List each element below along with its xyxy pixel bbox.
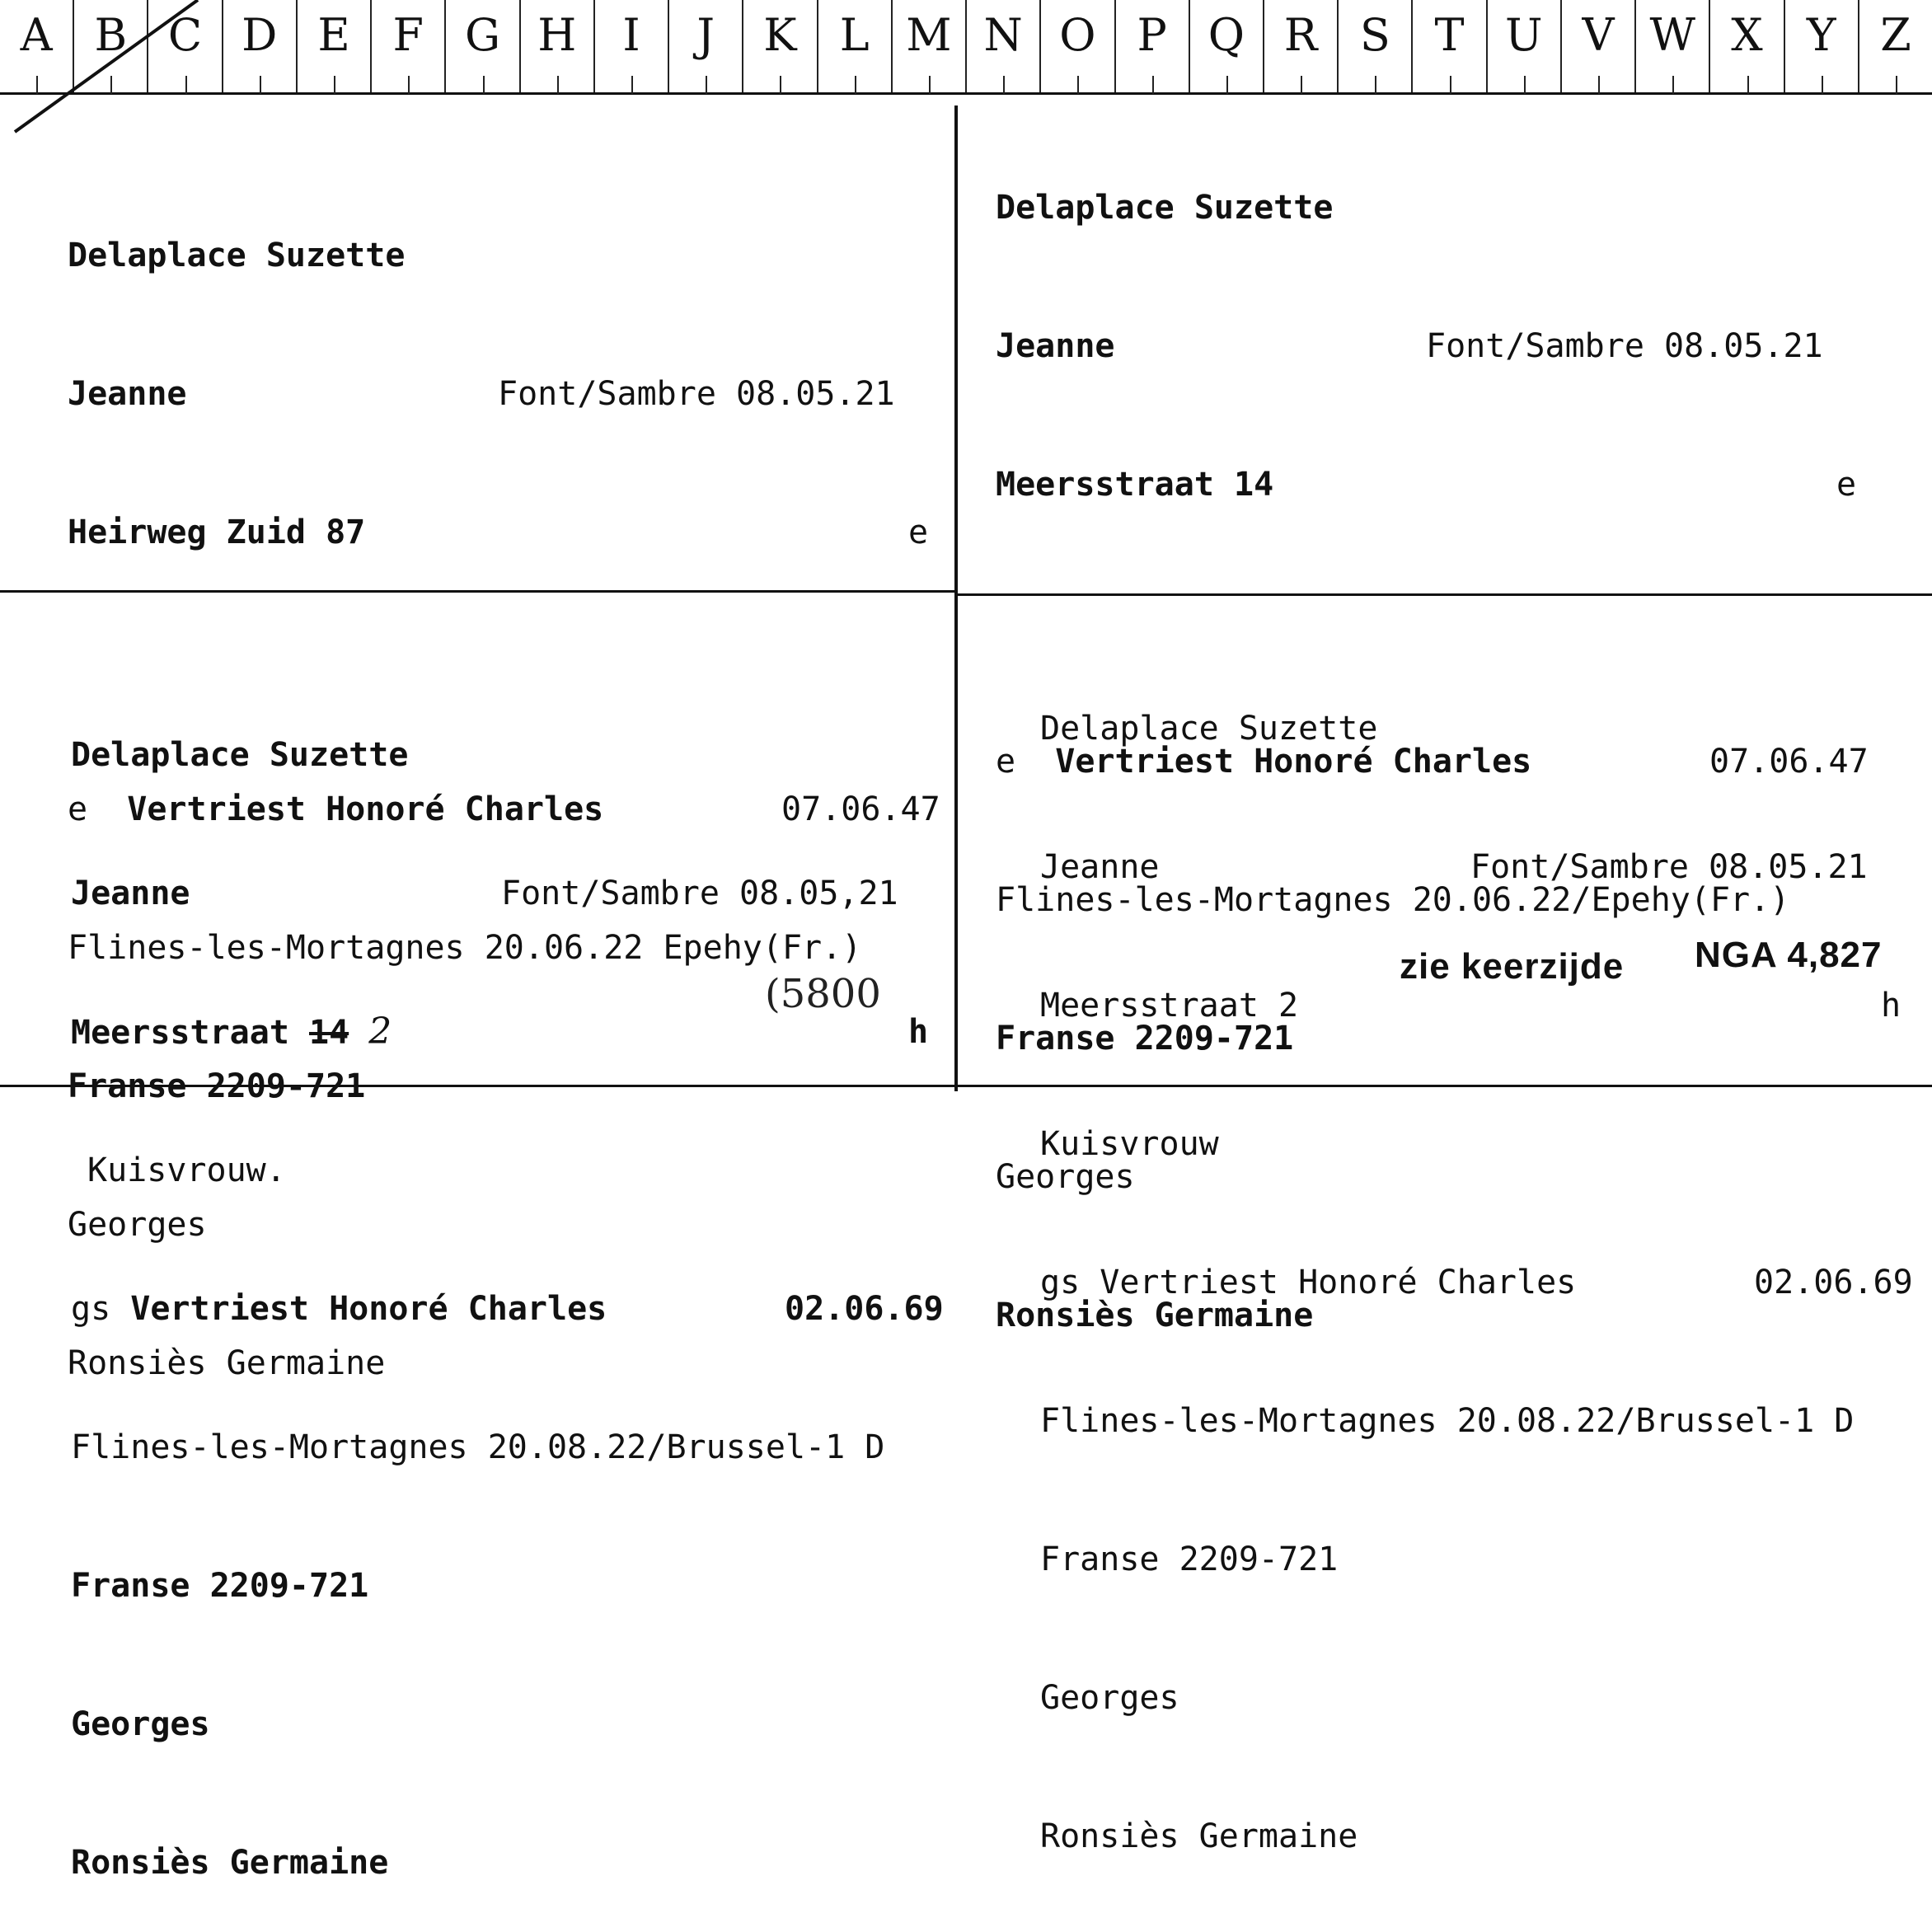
alphabet-letter-e: E (298, 0, 372, 92)
card-nationality: Franse 2209-721 (996, 1020, 1294, 1057)
alphabet-letter-r: R (1264, 0, 1339, 92)
card-father: Georges (71, 1705, 210, 1743)
card-divider-vertical (954, 106, 958, 1091)
card-spouse-birth: Flines-les-Mortagnes 20.06.22 Epehy(Fr.) (68, 929, 862, 967)
alphabet-letter-n: N (967, 0, 1041, 92)
alphabet-letter-q: Q (1190, 0, 1264, 92)
card-address-row: Meersstraat 14 2 h (71, 1011, 929, 1053)
card-mother: Ronsiès Germaine (1040, 1817, 1358, 1855)
card-address-row: Meersstraat 2 h (1040, 987, 1902, 1025)
alphabet-letter-j: J (669, 0, 743, 92)
alphabet-letter-t: T (1413, 0, 1487, 92)
card-occupation: Kuisvrouw. (87, 1151, 286, 1189)
card-spouse-row: e Vertriest Honoré Charles 07.06.47 (68, 790, 940, 828)
card-first-name-row: Jeanne Font/Sambre 08.05,21 (71, 875, 898, 912)
alphabet-letter-k: K (743, 0, 818, 92)
stamp-reference: NGA 4,827 (1695, 935, 1883, 975)
alphabet-letter-z: Z (1859, 0, 1932, 92)
alphabet-letter-y: Y (1785, 0, 1859, 92)
alphabet-letter-w: W (1636, 0, 1710, 92)
card-father: Georges (996, 1158, 1135, 1196)
card-address-row: Heirweg Zuid 87 e (68, 513, 929, 551)
card-mother: Ronsiès Germaine (68, 1344, 386, 1382)
stamp-see-reverse: zie keerzijde (1400, 946, 1625, 987)
pencil-note: (5800 (765, 971, 881, 1017)
alphabet-letter-l: L (818, 0, 893, 92)
card-bottom-left (71, 640, 944, 1932)
alphabet-letter-d: D (223, 0, 298, 92)
alphabet-letter-g: G (446, 0, 520, 92)
index-strike-mark (0, 0, 214, 148)
card-first-name-row: Jeanne Font/Sambre 08.05.21 (68, 375, 895, 413)
handwritten-house-number: 2 (368, 1011, 392, 1053)
alphabet-letter-x: X (1710, 0, 1784, 92)
card-father: Georges (68, 1206, 207, 1244)
alphabet-letter-a: A (0, 0, 74, 92)
card-nationality: Franse 2209-721 (68, 1067, 366, 1105)
card-first-name-row: Jeanne Font/Sambre 08.05.21 (1040, 848, 1868, 886)
card-first-name-row: Jeanne Font/Sambre 08.05.21 (996, 327, 1823, 365)
card-spouse-birth: Flines-les-Mortagnes 20.08.22/Brussel-1 D (71, 1428, 885, 1466)
card-spouse-row: gs Vertriest Honoré Charles 02.06.69 (71, 1290, 944, 1328)
card-spouse-row: e Vertriest Honoré Charles 07.06.47 (996, 743, 1869, 781)
card-name: Delaplace Suzette (71, 736, 409, 774)
card-occupation: Kuisvrouw (1040, 1125, 1219, 1163)
card-name: Delaplace Suzette (1040, 710, 1378, 748)
alphabet-letter-m: M (893, 0, 967, 92)
alphabet-letter-b: B (74, 0, 148, 92)
struck-house-number: 14 (309, 1014, 349, 1052)
alphabet-letter-v: V (1562, 0, 1636, 92)
alphabet-letter-f: F (372, 0, 446, 92)
alphabet-letter-p: P (1116, 0, 1190, 92)
alphabet-letter-c: C (148, 0, 223, 92)
card-nationality: Franse 2209-721 (71, 1567, 369, 1605)
card-nationality: Franse 2209-721 (1040, 1540, 1339, 1578)
alphabet-letter-i: I (595, 0, 669, 92)
card-spouse-row: gs Vertriest Honoré Charles 02.06.69 (1040, 1264, 1913, 1301)
card-father: Georges (1040, 1679, 1179, 1717)
card-mother: Ronsiès Germaine (996, 1297, 1314, 1334)
card-mother: Ronsiès Germaine (71, 1844, 389, 1882)
card-spouse-birth: Flines-les-Mortagnes 20.08.22/Brussel-1 D (1040, 1402, 1855, 1440)
alphabet-letter-h: H (521, 0, 595, 92)
card-address-row: Meersstraat 14 e (996, 466, 1857, 504)
card-spouse-birth: Flines-les-Mortagnes 20.06.22/Epehy(Fr.) (996, 881, 1790, 919)
card-name: Delaplace Suzette (996, 189, 1334, 227)
alphabet-letter-u: U (1488, 0, 1562, 92)
alphabet-letter-s: S (1339, 0, 1413, 92)
card-name: Delaplace Suzette (68, 237, 406, 274)
alphabet-letter-o: O (1041, 0, 1115, 92)
alphabet-index-bar (0, 0, 1932, 95)
card-bottom-right (1040, 613, 1913, 1906)
